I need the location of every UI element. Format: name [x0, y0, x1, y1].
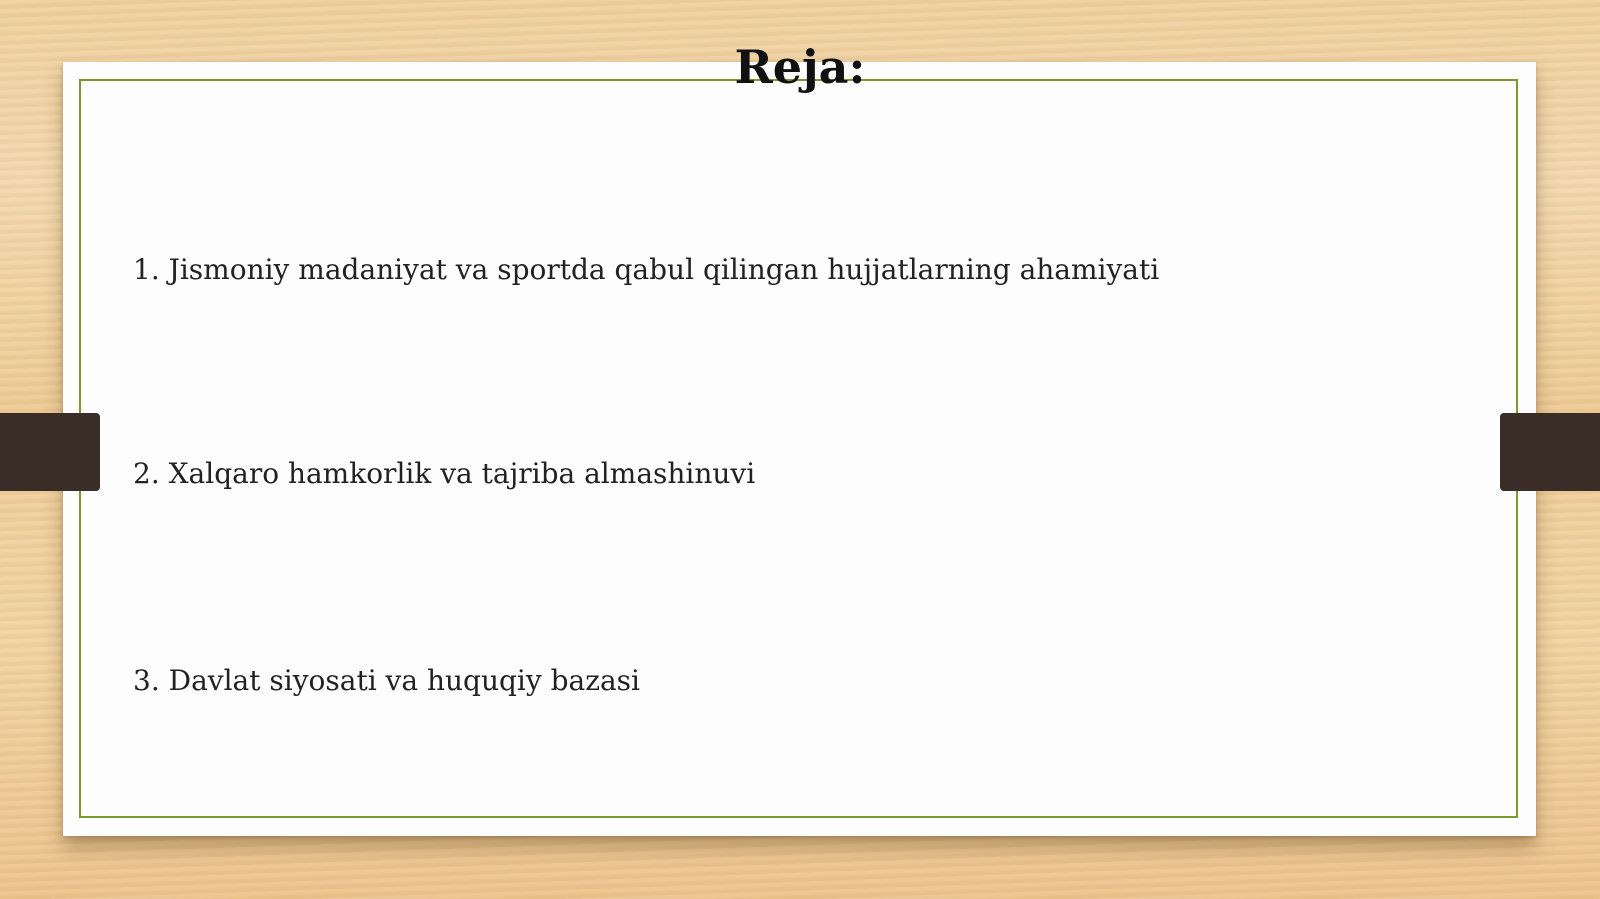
left-binder-clip [0, 413, 100, 491]
slide-border [79, 79, 1518, 818]
plan-item-1: 1. Jismoniy madaniyat va sportda qabul qilingan hujjatlarning ahamiyati [133, 253, 1160, 286]
plan-item-3: 3. Davlat siyosati va huquqiy bazasi [133, 664, 640, 697]
plan-item-2: 2. Xalqaro hamkorlik va tajriba almashinuvi [133, 457, 756, 490]
slide-title: Reja: [734, 40, 866, 94]
right-binder-clip [1500, 413, 1600, 491]
